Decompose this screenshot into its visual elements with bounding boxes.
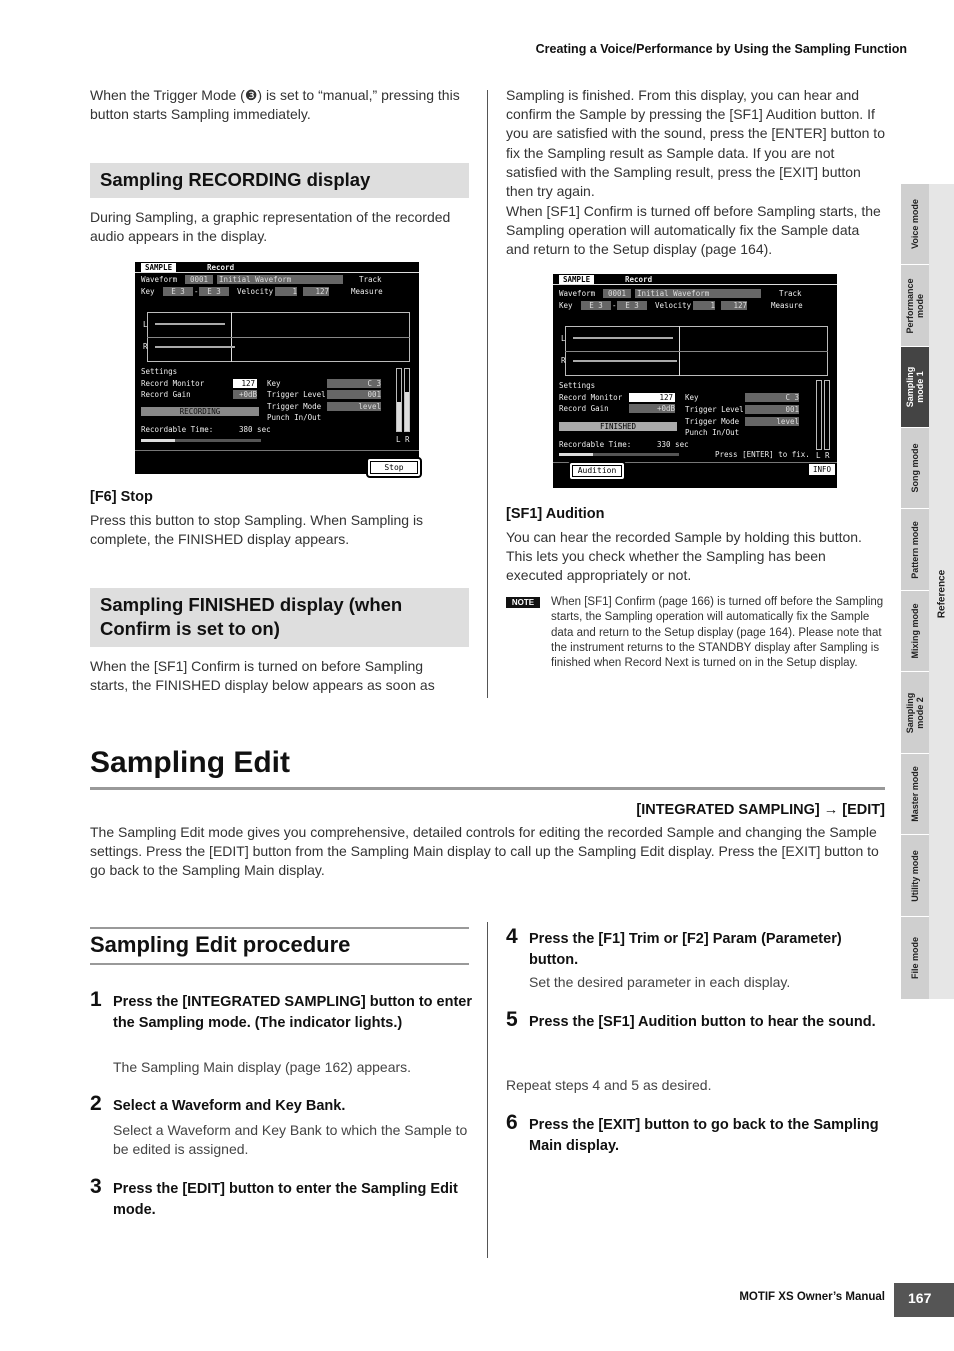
- title-rule: [90, 787, 885, 790]
- column-divider: [487, 922, 488, 1258]
- sidebar-tab-label: Mixing mode: [910, 603, 920, 659]
- lcd-ch-l: L: [143, 320, 148, 329]
- edit-description: The Sampling Edit mode gives you comprehensive, detailed controls for editing the recorded Sample and changing the Sample settings. Press the [EDIT] button from the Sampling Main display to call up the Sampling Edit display. Press the [EXIT] button to go back to the Sampling Main display.: [90, 824, 879, 879]
- sidebar-tab-sampling-mode-2[interactable]: [901, 672, 929, 754]
- sidebar-tab-sampling-mode-1[interactable]: [901, 347, 929, 428]
- lcd-record-gain-val: +0dB: [629, 404, 675, 413]
- sidebar-tab-label: Voice mode: [910, 199, 920, 249]
- lcd-trigger-level: Trigger Level: [267, 390, 326, 399]
- procedure-heading: Sampling Edit procedure: [90, 932, 351, 957]
- lcd-record-monitor: Record Monitor: [559, 393, 623, 402]
- lcd-recordable-label: Recordable Time:: [141, 425, 214, 434]
- lcd-status: RECORDING: [141, 407, 259, 416]
- lcd-record-gain-val: +0dB: [233, 390, 257, 399]
- lcd-track: Track: [359, 275, 382, 284]
- lcd-key-hi: E 3: [617, 301, 647, 310]
- lcd-recording-display: [135, 262, 419, 474]
- recording-description: During Sampling, a graphic representation of the recorded audio appears in the display.: [90, 209, 451, 245]
- lcd-recordable-label: Recordable Time:: [559, 440, 632, 449]
- lcd-key-lo: E 3: [581, 301, 611, 310]
- step-text: Press the [SF1] Audition button to hear the sound.: [529, 1014, 876, 1030]
- lcd-recordable-val: 330 sec: [657, 440, 689, 449]
- lcd-trigger-mode: Trigger Mode: [267, 402, 322, 411]
- lcd-status: FINISHED: [559, 422, 677, 431]
- step-description: The Sampling Main display (page 162) appears.: [113, 1059, 412, 1075]
- lcd-record-monitor-val: 127: [233, 379, 257, 388]
- sidebar-tab-mixing-mode[interactable]: [901, 591, 929, 672]
- nav-path: [INTEGRATED SAMPLING] → [EDIT]: [636, 802, 885, 818]
- step-description: Set the desired parameter in each display.: [529, 974, 791, 990]
- sidebar-tab-utility-mode[interactable]: [901, 835, 929, 917]
- repeat-note: Repeat steps 4 and 5 as desired.: [506, 1077, 712, 1093]
- f6-description: Press this button to stop Sampling. When Sampling is complete, the FINISHED display appears.: [90, 512, 424, 548]
- lcd-record-gain: Record Gain: [559, 404, 609, 413]
- sf1-heading: [SF1] Audition: [506, 506, 605, 522]
- lcd-tab-sample: SAMPLE: [141, 263, 176, 272]
- lcd-punch: Punch In/Out: [685, 428, 740, 437]
- lcd-tab-sample: SAMPLE: [559, 275, 594, 284]
- step-number: 4: [506, 925, 518, 948]
- lcd-finished-display: [553, 274, 837, 488]
- sidebar-tab-label: Utility mode: [910, 849, 920, 902]
- lcd-recordable-val: 380 sec: [239, 425, 271, 434]
- lcd-key-hi: E 3: [199, 287, 229, 296]
- page-number-box: [894, 1283, 954, 1317]
- note-label: NOTE: [511, 598, 535, 607]
- step-text: Press the [INTEGRATED SAMPLING] button to enter the Sampling mode. (The indicator lights.): [113, 994, 473, 1031]
- lcd-waveform-name: Initial Waveform: [217, 275, 343, 284]
- lcd-record-monitor: Record Monitor: [141, 379, 205, 388]
- lcd-waveform-name: Initial Waveform: [635, 289, 761, 298]
- lcd-dash: -: [194, 287, 199, 296]
- reference-bar: [929, 184, 954, 999]
- step-number: 2: [90, 1092, 102, 1115]
- lcd-trigger-mode: Trigger Mode: [685, 417, 740, 426]
- sf1-description: You can hear the recorded Sample by holding this button. This lets you check whether the Sampling has been executed appropriately or not.: [506, 529, 862, 584]
- intro-paragraph: When the Trigger Mode (❸) is set to “manual,” pressing this button starts Sampling immediately.: [90, 87, 460, 123]
- lcd-vel-hi: 127: [721, 301, 747, 310]
- section-heading: Sampling FINISHED display (when Confirm is set to on): [90, 588, 469, 647]
- sidebar-tab-master-mode[interactable]: [901, 754, 929, 835]
- lcd-punch: Punch In/Out: [267, 413, 322, 422]
- lcd-trigger-level-val: 001: [327, 390, 381, 399]
- section-heading: Sampling RECORDING display: [90, 163, 469, 198]
- lcd-waveform-num: 0001: [603, 289, 631, 298]
- lcd-key-label: Key: [559, 301, 573, 310]
- lcd-settings: Settings: [559, 381, 596, 390]
- running-header: Creating a Voice/Performance by Using the Sampling Function: [535, 42, 907, 56]
- sidebar-tab-label: Sampling mode 2: [905, 692, 925, 733]
- lcd-record-gain: Record Gain: [141, 390, 191, 399]
- lcd-trigger-mode-val: level: [745, 417, 799, 426]
- sidebar-tab-song-mode[interactable]: [901, 428, 929, 509]
- sidebar-tab-voice-mode[interactable]: [901, 184, 929, 265]
- lcd-info-button[interactable]: INFO: [809, 464, 835, 475]
- sidebar-tab-label: Master mode: [910, 766, 920, 822]
- lcd-velocity-label: Velocity: [655, 301, 692, 310]
- audition-button-highlight[interactable]: [568, 461, 626, 481]
- lcd-track: Track: [779, 289, 802, 298]
- lcd-settings: Settings: [141, 367, 178, 376]
- lcd-waveform-label: Waveform: [141, 275, 178, 284]
- finished-paragraph: Sampling is finished. From this display, you can hear and confirm the Sample by pressing the [SF1] Audition button. If you are satisfied with the sound, press the [ENTER] button to fix the Sampling result as Sample data. If you are not satisfied with the Sampling result, press the [EXIT] button then try again.: [506, 87, 885, 200]
- sidebar-tab-performance-mode[interactable]: [901, 265, 929, 347]
- step-number: 1: [90, 988, 102, 1011]
- lcd-measure: Measure: [351, 287, 383, 296]
- note-icon: [506, 597, 540, 608]
- lcd-waveform-num: 0001: [185, 275, 213, 284]
- f6-heading: [F6] Stop: [90, 489, 153, 505]
- footer-manual-title: MOTIF XS Owner’s Manual: [739, 1291, 885, 1303]
- lcd-vel-hi: 127: [303, 287, 329, 296]
- lcd-trigger-mode-val: level: [327, 402, 381, 411]
- lcd-lr: L R: [816, 451, 830, 460]
- step-number: 6: [506, 1111, 518, 1134]
- confirm-off-paragraph: When [SF1] Confirm is turned off before Sampling starts, the Sampling operation will automatically fix the Sample data and return to the Setup display (page 164).: [506, 203, 881, 258]
- lcd-key: Key: [267, 379, 281, 388]
- lcd-tab-record: Record: [207, 263, 235, 272]
- stop-button-highlight[interactable]: [366, 457, 422, 478]
- reference-label: Reference: [936, 569, 947, 619]
- step-text: Select a Waveform and Key Bank.: [113, 1098, 346, 1114]
- note-text: When [SF1] Confirm (page 166) is turned off before the Sampling starts, the Sampling operation will automatically fix the Sample data and return to the Setup display (page 164). Please note that the instrument returns to the STANDBY display after Sampling is finished when Record Next is turned on in the Setup display.: [551, 596, 884, 670]
- sidebar-tab-label: File mode: [910, 936, 920, 980]
- lcd-key-label: Key: [141, 287, 155, 296]
- lcd-tab-record: Record: [625, 275, 653, 284]
- sidebar-tab-label: Song mode: [910, 443, 920, 493]
- step-text: Press the [F1] Trim or [F2] Param (Parameter) button.: [529, 931, 842, 968]
- page-title: Sampling Edit: [90, 746, 291, 779]
- lcd-key-val: C 3: [327, 379, 381, 388]
- lcd-velocity-label: Velocity: [237, 287, 274, 296]
- step-text: Press the [EXIT] button to go back to the Sampling Main display.: [529, 1117, 879, 1154]
- lcd-waveform-label: Waveform: [559, 289, 596, 298]
- lcd-lr: L R: [396, 435, 410, 444]
- finished-description: When the [SF1] Confirm is turned on before Sampling starts, the FINISHED display below appears as soon as: [90, 658, 435, 694]
- lcd-record-monitor-val: 127: [629, 393, 675, 402]
- lcd-measure: Measure: [771, 301, 803, 310]
- sidebar-tab-label: Sampling mode 1: [905, 366, 925, 408]
- sidebar-tab-file-mode[interactable]: [901, 917, 929, 1000]
- lcd-key-lo: E 3: [163, 287, 193, 296]
- column-divider: [487, 90, 488, 698]
- lcd-ch-r: R: [143, 342, 148, 351]
- procedure-rule-bottom: [90, 963, 469, 965]
- lcd-trigger-level: Trigger Level: [685, 405, 744, 414]
- lcd-vel-lo: 1: [275, 287, 297, 296]
- sidebar-tab-label: Pattern mode: [910, 520, 920, 579]
- stop-button[interactable]: Stop: [370, 461, 418, 474]
- step-description: Select a Waveform and Key Bank to which the Sample to be edited is assigned.: [113, 1122, 468, 1157]
- step-number: 3: [90, 1175, 102, 1198]
- lcd-key: Key: [685, 393, 699, 402]
- audition-button[interactable]: Audition: [572, 465, 622, 477]
- sidebar-tab-pattern-mode[interactable]: [901, 509, 929, 591]
- page-number: 167: [908, 1290, 932, 1306]
- lcd-press-enter: Press [ENTER] to fix.: [715, 450, 810, 459]
- sidebar-tab-label: Performance mode: [905, 277, 925, 334]
- lcd-vel-lo: 1: [693, 301, 715, 310]
- lcd-dash: -: [612, 301, 617, 310]
- step-number: 5: [506, 1008, 518, 1031]
- step-text: Press the [EDIT] button to enter the Sampling Edit mode.: [113, 1181, 458, 1218]
- lcd-ch-r: R: [561, 356, 566, 365]
- lcd-ch-l: L: [561, 334, 566, 343]
- procedure-rule-top: [90, 927, 469, 929]
- lcd-key-val: C 3: [745, 393, 799, 402]
- lcd-trigger-level-val: 001: [745, 405, 799, 414]
